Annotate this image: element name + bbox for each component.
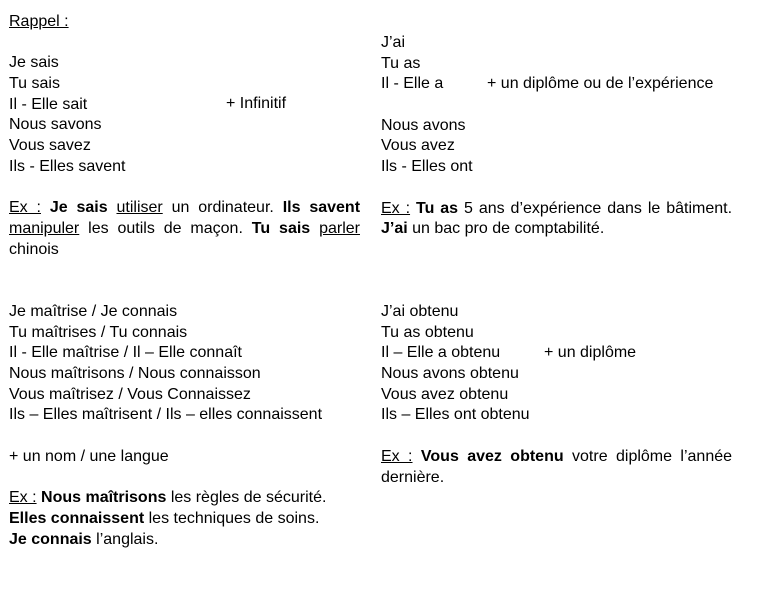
section-avoir [381,33,732,240]
conjugation-line: Nous maîtrisons / Nous connaisson [9,365,261,383]
conjugation-with-construction [381,74,732,115]
example-paragraph [381,199,732,240]
construction-infinitif: + Infinitif [226,95,287,112]
conjugation-line: J’ai [381,34,406,51]
conjugation-line: Il – Elle a obtenu [381,344,501,362]
example-verb: Nous maîtrisons [41,489,167,507]
conjugation-line: Vous maîtrisez / Vous Connaissez [9,385,251,403]
example-text: l’anglais. [96,530,159,548]
conjugation-line: Vous savez [9,137,91,155]
heading-rappel: Rappel : [9,13,69,30]
example-label: Ex : [381,199,411,217]
conjugation-with-construction [381,343,732,364]
conjugation-line: Je maîtrise / Je connais [9,303,178,320]
example-verb: Tu sais [251,219,311,237]
example-verb: Je sais [49,199,108,217]
example-text: 5 ans d’expérience dans le bâtiment. [464,199,733,217]
example-infinitive: utiliser [116,199,163,217]
example-label: Ex : [9,199,41,217]
example-text: un bac pro de comptabilité. [412,220,605,238]
example-paragraph [9,198,360,260]
example-label: Ex : [9,489,37,507]
conjugation-line: Il - Elle maîtrise / Il – Elle connaît [9,344,242,362]
example-label: Ex : [381,447,413,465]
conjugation-line: Il - Elle a [381,75,444,93]
conjugation-line: Ils - Elles savent [9,157,126,175]
example-text: les outils de maçon. [88,219,243,237]
example-infinitive: manipuler [9,219,80,237]
conjugation-line: J’ai obtenu [381,303,459,320]
section-obtenir [381,302,732,488]
conjugation-line: Tu as obtenu [381,323,474,341]
conjugation-line: Nous avons [381,116,466,134]
example-text: les techniques de soins. [148,509,320,527]
example-paragraph [381,447,732,488]
conjugation-line: Nous savons [9,116,102,134]
conjugation-line: Tu maîtrises / Tu connais [9,323,188,341]
section-maitriser-connaitre [9,302,360,550]
conjugation-line: Tu as [381,54,421,72]
conjugation-line: Vous avez [381,137,455,155]
conjugation-line: Ils - Elles ont [381,158,473,176]
example-text: un ordinateur. [171,199,274,217]
conjugation-line: Ils – Elles maîtrisent / Ils – elles connaissent [9,406,323,424]
example-verb: Je connais [9,530,92,548]
construction-diplome: + un diplôme [544,344,637,362]
example-verb: Ils savent [282,199,361,217]
conjugation-line: Vous avez obtenu [381,385,509,403]
example-verb: Vous avez obtenu [420,447,564,465]
example-verb: Elles connaissent [9,509,145,527]
example-text: chinois [9,240,59,258]
conjugation-line: Tu sais [9,75,60,93]
section-savoir [9,12,360,260]
example-verb: Tu as [415,199,459,217]
conjugation-line: Je sais [9,54,59,72]
example-verb: J’ai [381,220,408,238]
example-text: les règles de sécurité. [170,489,327,507]
example-line [9,530,360,551]
example-infinitive: parler [319,219,360,237]
conjugation-line: Ils – Elles ont obtenu [381,406,530,424]
conjugation-line: Nous avons obtenu [381,365,519,383]
conjugation-line: Il - Elle sait [9,95,88,113]
construction-diplome-experience: + un diplôme ou de l’expérience [487,75,714,93]
example-line [9,509,360,530]
construction-nom-langue: + un nom / une langue [9,447,169,465]
example-text: votre diplôme l’année dernière. [381,447,733,486]
example-paragraph [9,488,360,509]
